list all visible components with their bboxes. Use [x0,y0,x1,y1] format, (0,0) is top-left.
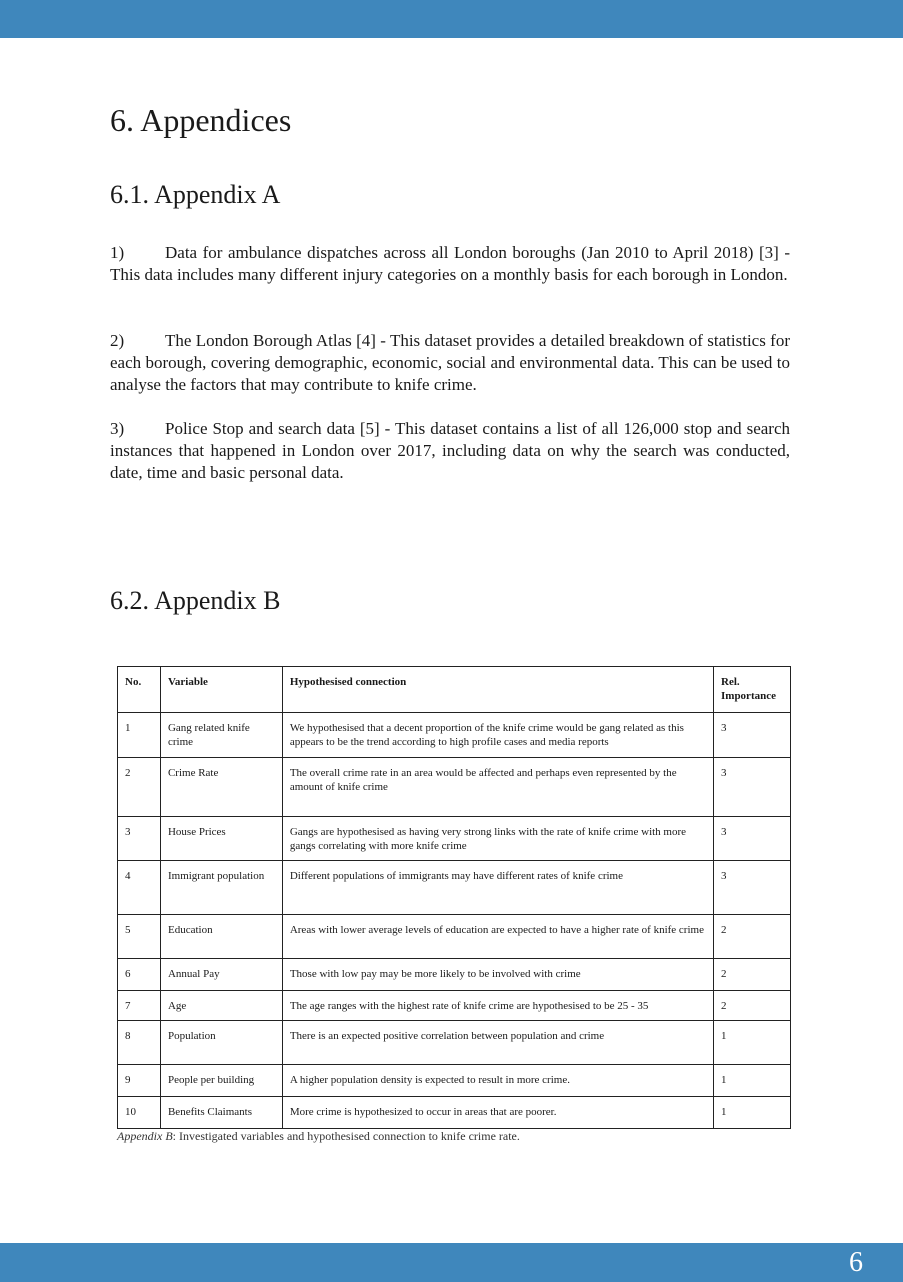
cell-no: 7 [118,991,161,1021]
cell-importance: 1 [714,1065,791,1097]
appendix-b-title: 6.2. Appendix B [110,586,281,615]
table-row [118,991,791,1021]
item-number: 2) [110,331,125,350]
item-text: The London Borough Atlas [4] - This dataset provides a detailed breakdown of statistics for each borough, covering demographic, economic, social and environmental data. This can be used to analyse the factors that may contribute to knife crime. [110,331,790,394]
appendix-a-item-1 [110,242,790,286]
cell-no: 9 [118,1065,161,1097]
cell-no: 6 [118,959,161,991]
table-row [118,1065,791,1097]
cell-variable: Annual Pay [160,959,282,991]
table-row [118,1021,791,1065]
page-title: 6. Appendices [110,102,292,138]
cell-importance: 2 [714,915,791,959]
cell-connection: Areas with lower average levels of education are expected to have a higher rate of knife crime [282,915,713,959]
cell-connection: The overall crime rate in an area would be affected and perhaps even represented by the amount of knife crime [282,758,713,817]
header-importance: Rel. Importance [714,667,791,713]
cell-no: 8 [118,1021,161,1065]
table-row [118,758,791,817]
table-row [118,861,791,915]
cell-connection: More crime is hypothesized to occur in areas that are poorer. [282,1097,713,1129]
header-bar [0,0,903,38]
page-number: 6 [849,1247,863,1278]
cell-importance: 3 [714,861,791,915]
cell-variable: Age [160,991,282,1021]
table-caption [117,1129,520,1143]
cell-no: 3 [118,817,161,861]
table-row [118,713,791,758]
cell-connection: We hypothesised that a decent proportion of the knife crime would be gang related as this appears to be the trend according to high profile cases and media reports [282,713,713,758]
cell-connection: Those with low pay may be more likely to be involved with crime [282,959,713,991]
cell-importance: 3 [714,817,791,861]
cell-variable: House Prices [160,817,282,861]
cell-variable: Gang related knife crime [160,713,282,758]
table-row [118,915,791,959]
cell-importance: 2 [714,991,791,1021]
cell-connection: Different populations of immigrants may have different rates of knife crime [282,861,713,915]
cell-importance: 1 [714,1097,791,1129]
item-text: Police Stop and search data [5] - This dataset contains a list of all 126,000 stop and search instances that happened in London over 2017, including data on why the search was conducted, date, time and basic personal data. [110,419,790,482]
caption-text: : Investigated variables and hypothesised connection to knife crime rate. [172,1129,520,1143]
cell-connection: A higher population density is expected to result in more crime. [282,1065,713,1097]
cell-importance: 3 [714,713,791,758]
header-connection: Hypothesised connection [282,667,713,713]
cell-no: 1 [118,713,161,758]
cell-connection: The age ranges with the highest rate of knife crime are hypothesised to be 25 - 35 [282,991,713,1021]
item-number: 3) [110,419,125,438]
table-row [118,959,791,991]
cell-no: 4 [118,861,161,915]
cell-variable: Benefits Claimants [160,1097,282,1129]
cell-no: 5 [118,915,161,959]
cell-connection: Gangs are hypothesised as having very strong links with the rate of knife crime with more gangs correlating with more knife crime [282,817,713,861]
appendix-a-item-2 [110,330,790,396]
appendix-a-item-3 [110,418,790,484]
caption-label: Appendix B [117,1129,173,1143]
appendix-a-title: 6.1. Appendix A [110,180,281,209]
cell-importance: 1 [714,1021,791,1065]
variables-table [117,666,791,1129]
header-variable: Variable [160,667,282,713]
table-row [118,1097,791,1129]
cell-no: 2 [118,758,161,817]
cell-connection: There is an expected positive correlation between population and crime [282,1021,713,1065]
cell-variable: Population [160,1021,282,1065]
header-no: No. [118,667,161,713]
table-row [118,817,791,861]
cell-variable: Education [160,915,282,959]
item-text: Data for ambulance dispatches across all London boroughs (Jan 2010 to April 2018) [3] - This data includes many different injury categories on a monthly basis for each borough in London. [110,243,790,284]
footer-bar [0,1243,903,1282]
item-number: 1) [110,243,125,262]
cell-importance: 3 [714,758,791,817]
cell-variable: People per building [160,1065,282,1097]
cell-variable: Crime Rate [160,758,282,817]
cell-no: 10 [118,1097,161,1129]
cell-importance: 2 [714,959,791,991]
table-header-row [118,667,791,713]
cell-variable: Immigrant population [160,861,282,915]
